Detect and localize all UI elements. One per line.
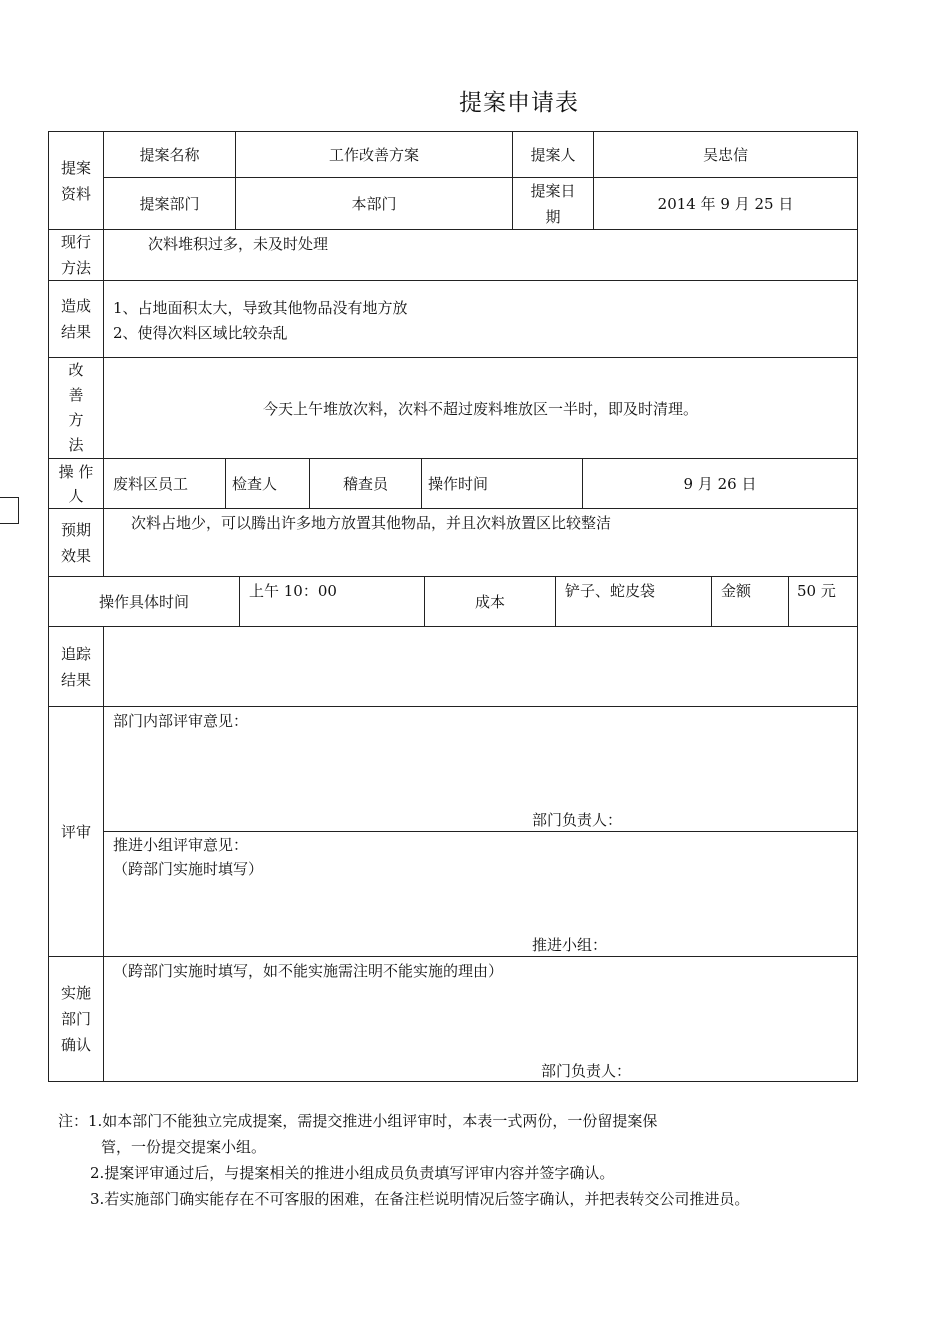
tracking-result-field[interactable] — [104, 627, 857, 706]
current-method-text[interactable]: 次料堆积过多，未及时处理 — [148, 235, 329, 253]
dept-review-opinion-label: 部门内部评审意见： — [113, 712, 249, 730]
amount-label: 金额 — [721, 582, 752, 600]
review-label: 评审 — [60, 823, 91, 841]
tracking-label: 追踪 结果 — [60, 644, 91, 689]
proposal-date-value[interactable]: 2014 年 9 月 25 日 — [657, 195, 794, 213]
proposal-dept-value[interactable]: 本部门 — [351, 195, 397, 213]
team-review-opinion-label: 推进小组评审意见： — [113, 836, 249, 854]
note-2: 2.提案评审通过后，与提案相关的推进小组成员负责填写评审内容并签字确认。 — [90, 1164, 615, 1182]
note-1b: 管，一份提交提案小组。 — [101, 1138, 267, 1156]
proposer-label: 提案人 — [530, 146, 576, 164]
team-review-note: （跨部门实施时填写） — [113, 860, 264, 878]
page-title: 提案申请表 — [459, 90, 579, 116]
cost-value[interactable]: 铲子、蛇皮袋 — [565, 582, 656, 600]
implementation-label: 实施 部门 确认 — [60, 984, 91, 1054]
operation-time-label: 操作时间 — [428, 475, 489, 493]
checker-label: 检查人 — [232, 475, 278, 493]
specific-time-value[interactable]: 上午 10：00 — [249, 582, 337, 600]
result-label: 造成 结果 — [60, 297, 91, 341]
proposal-dept-label: 提案部门 — [139, 195, 200, 213]
amount-value[interactable]: 50 元 — [797, 582, 836, 600]
specific-time-label: 操作具体时间 — [98, 593, 189, 611]
improvement-text[interactable]: 今天上午堆放次料，次料不超过废料堆放区一半时，即及时清理。 — [262, 399, 698, 418]
result-line-2[interactable]: 2、使得次料区域比较杂乱 — [113, 324, 288, 342]
improvement-label: 改 善 方 法 — [68, 361, 84, 454]
operator-label: 操 作 人 — [58, 462, 94, 505]
footnotes — [58, 1108, 749, 1212]
proposal-info-label: 提案 资料 — [60, 159, 91, 203]
proposal-name-value[interactable]: 工作改善方案 — [328, 146, 419, 164]
implementation-note: （跨部门实施时填写，如不能实施需注明不能实施的理由） — [113, 962, 504, 980]
operator-value[interactable]: 废料区员工 — [113, 475, 189, 493]
proposal-name-label: 提案名称 — [139, 146, 200, 164]
note-3: 3.若实施部门确实能存在不可客服的困难，在备注栏说明情况后签字确认，并把表转交公司推进员。 — [90, 1190, 750, 1208]
implementation-head-label: 部门负责人： — [541, 1062, 632, 1080]
margin-box — [0, 497, 19, 524]
result-line-1[interactable]: 1、占地面积太大，导致其他物品没有地方放 — [113, 299, 408, 317]
expected-effect-label: 预期 效果 — [60, 520, 91, 565]
team-signature-label: 推进小组： — [532, 936, 608, 954]
current-method-label: 现行 方法 — [60, 233, 91, 277]
proposer-value[interactable]: 吴忠信 — [702, 146, 748, 164]
operation-time-value[interactable]: 9 月 26 日 — [683, 475, 757, 493]
expected-effect-text[interactable]: 次料占地少，可以腾出许多地方放置其他物品，并且次料放置区比较整洁 — [131, 514, 612, 532]
cost-label: 成本 — [474, 593, 505, 611]
dept-head-signature-label: 部门负责人： — [532, 811, 623, 829]
note-1a: 注：1.如本部门不能独立完成提案，需提交推进小组评审时，本表一式两份，一份留提案保 — [58, 1112, 658, 1130]
checker-value[interactable]: 稽查员 — [342, 475, 388, 493]
proposal-date-label: 提案日 期 — [530, 181, 576, 226]
